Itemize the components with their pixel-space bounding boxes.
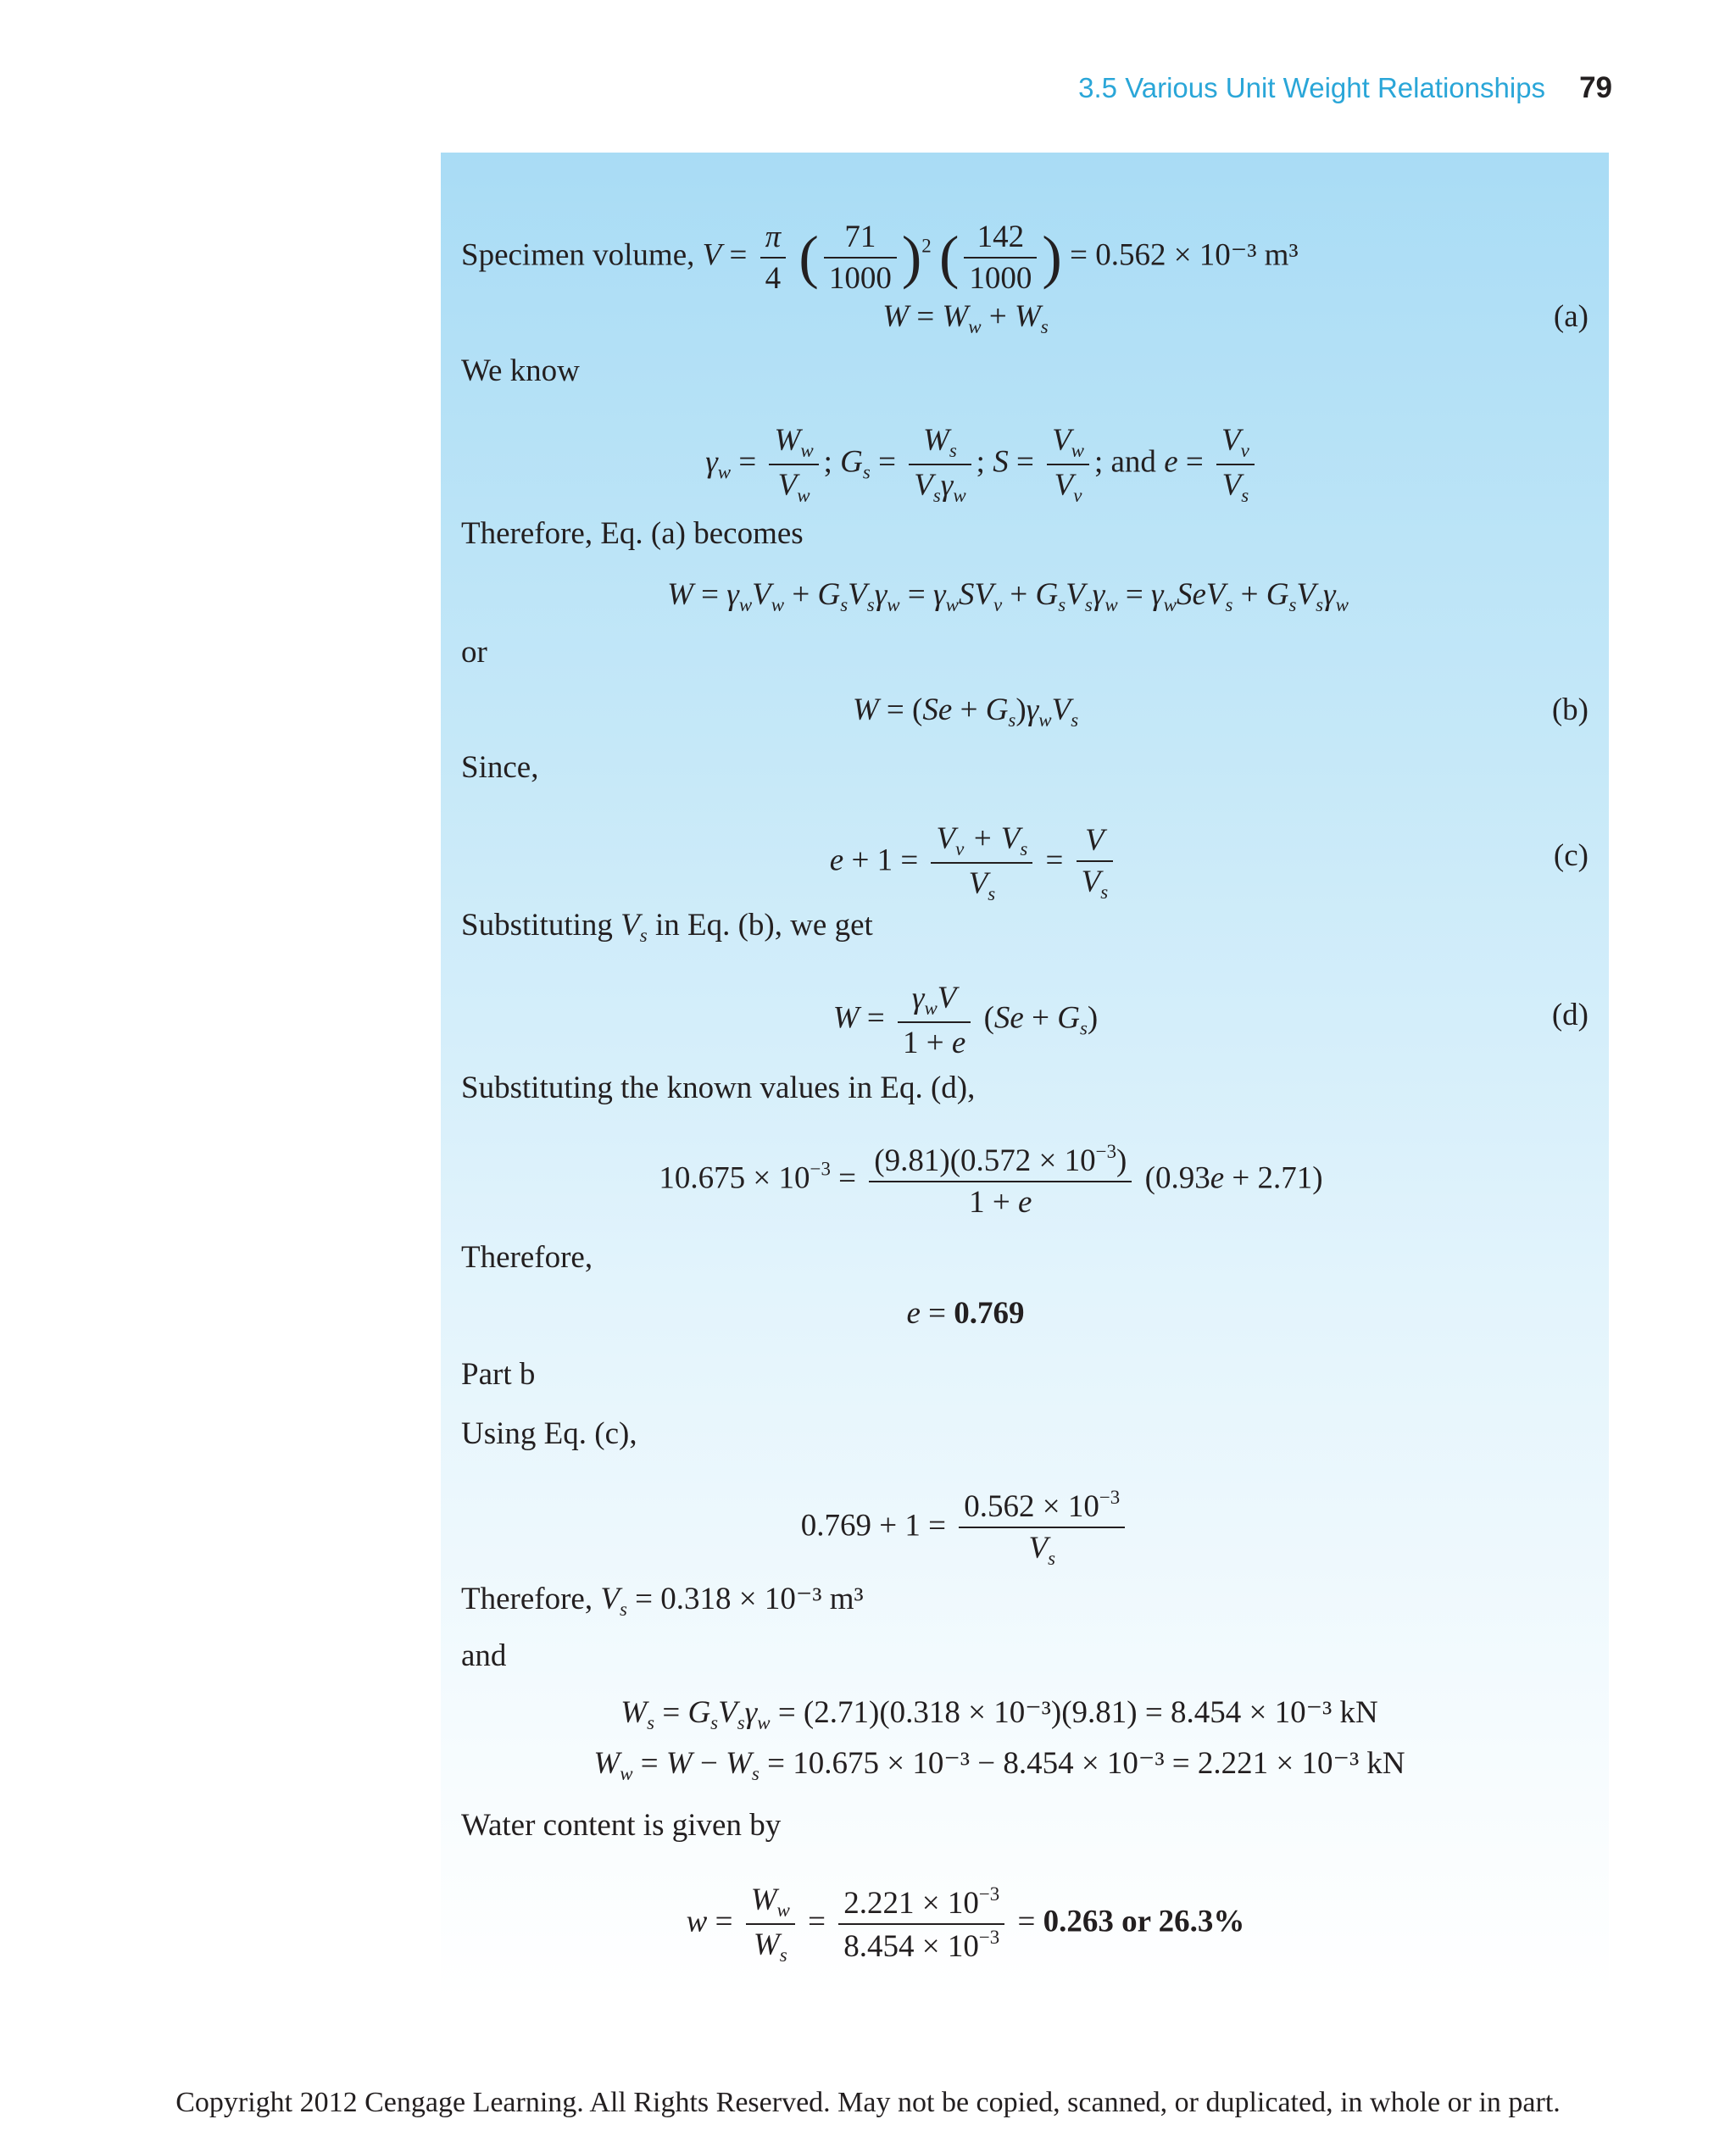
- therefore-vs-label: Therefore,: [461, 1582, 593, 1616]
- section-title: 3.5 Various Unit Weight Relationships: [1078, 72, 1546, 103]
- substitute-vs-suffix: in Eq. (b), we get: [654, 908, 873, 943]
- water-content-label-line: [441, 1807, 1609, 1858]
- definitions-equation: $\gamma_w$ = $\frac{W_w}{V_w}$ ; $G_s$ = $\frac{W_s}{V_s\gamma_w}$ ; S = $\frac{V_w}{V_v}$ ; and e = $\frac{V_v}{V_s}$: [398, 422, 1566, 507]
- eq-c: e + 1 = $\frac{V_v + V_s}{V_s}$ = $\frac{V}{V_s}$: [390, 820, 1558, 905]
- using-c-text: Using Eq. (c),: [461, 1416, 637, 1451]
- ws-calculation: $W_s = G_sV_s\gamma_w = (2.71)(0.318 \times 10^{-3})(9.81) = 8.454 \times 10^{-3}$ kN: [620, 1695, 1378, 1734]
- eq-c-line: [441, 805, 1609, 905]
- ww-calculation-value: = 10.675 × 10⁻³ − 8.454 × 10⁻³ = 2.221 × 10⁻³ kN: [767, 1746, 1405, 1781]
- page-number: 79: [1579, 71, 1612, 104]
- void-ratio-result-line: [441, 1295, 1609, 1346]
- specimen-volume-line: [441, 188, 1609, 296]
- numeric-substitution-equation: $10.675 \times 10^{-3}$ = $\frac{(9.81)(0.572 \times 10^{-3})}{1 + e}$ (0.93e + 2.71): [659, 1141, 1323, 1220]
- using-c-line: [441, 1416, 1609, 1466]
- expanded-weight-line: [441, 576, 1609, 627]
- ww-calculation-line: [441, 1744, 1609, 1795]
- ww-calculation: $W_w = W - W_s = 10.675 \times 10^{-3} - 8.454 \times 10^{-3} = 2.221 \times 10^{-3}$ kN: [593, 1746, 1405, 1785]
- copyright-footer: Copyright 2012 Cengage Learning. All Rights Reserved. May not be copied, scanned, or duplicated, in whole or in part.: [175, 2087, 1561, 2118]
- example-solution-panel: [441, 153, 1609, 2000]
- we-know-text: We know: [461, 353, 580, 388]
- eq-b: $W = (Se + G_s)\gamma_wV_s$: [852, 692, 1079, 731]
- water-content-line: [441, 1865, 1609, 1966]
- eq-d-tag: (d): [1551, 998, 1589, 1032]
- and-line: [441, 1638, 1609, 1688]
- therefore-a-line: [441, 515, 1609, 566]
- eq-d-line: [441, 965, 1609, 1061]
- eq-b-line: [441, 692, 1609, 743]
- ws-calculation-value: = (2.71)(0.318 × 10⁻³)(9.81) = 8.454 × 10⁻³ kN: [777, 1695, 1378, 1730]
- part-b-label: Part b: [461, 1357, 536, 1392]
- therefore-a-text: Therefore, Eq. (a) becomes: [461, 516, 804, 551]
- therefore-e-text: Therefore,: [461, 1240, 593, 1275]
- therefore-vs-line: [441, 1580, 1609, 1631]
- definitions-line: [441, 407, 1609, 507]
- specimen-volume-equation: Specimen volume, V = $\frac{\pi}{4}$ ( $\frac{71}{1000}$ )$^2$ ( $\frac{142}{1000}$ ) = 0.562 × 10⁻³ m³: [461, 220, 1299, 296]
- specimen-label: Specimen volume,: [461, 237, 695, 273]
- eq-c-tag: (c): [1553, 838, 1589, 873]
- vs-result: = 0.318 × 10⁻³ m³: [635, 1582, 864, 1616]
- expanded-weight-equation: $W = \gamma_wV_w + G_sV_s\gamma_w = \gamma_wSV_v + G_sV_s\gamma_w = \gamma_wSeV_s + G_sV_s\gamma_w$: [667, 577, 1349, 616]
- substitute-vs-text: Substituting $V_s$ in Eq. (b), we get: [461, 908, 873, 947]
- water-content-label: Water content is given by: [461, 1808, 782, 1843]
- since-line: [441, 749, 1609, 800]
- eq-b-tag: (b): [1551, 692, 1589, 727]
- substitute-known-line: [441, 1070, 1609, 1121]
- substitute-vs-prefix: Substituting: [461, 908, 613, 943]
- specimen-result: = 0.562 × 10⁻³ m³: [1070, 237, 1299, 273]
- vs-equation: 0.769 + 1 = $\frac{0.562 \times 10^{-3}}{V_s}$: [381, 1487, 1550, 1570]
- water-content-equation: w = $\frac{W_w}{W_s}$ = $\frac{2.221 \times 10^{-3}}{8.454 \times 10^{-3}}$ = 0.263 or 26.3%: [686, 1883, 1245, 1966]
- ws-calculation-line: [441, 1694, 1609, 1744]
- eq-a-tag: (a): [1553, 299, 1589, 334]
- void-ratio-result: e = 0.769: [906, 1296, 1025, 1331]
- part-b-line: [441, 1356, 1609, 1407]
- and-text: and: [461, 1638, 507, 1673]
- eq-a: $W = W_w + W_s$: [882, 299, 1049, 338]
- or-line: [441, 634, 1609, 685]
- running-header: [1078, 71, 1612, 105]
- substitute-known-text: Substituting the known values in Eq. (d),: [461, 1071, 976, 1105]
- therefore-e-line: [441, 1239, 1609, 1290]
- void-ratio-value: 0.769: [954, 1296, 1025, 1331]
- substitute-vs-line: [441, 907, 1609, 958]
- or-text: or: [461, 635, 487, 670]
- since-text: Since,: [461, 750, 539, 785]
- water-content-result: 0.263 or 26.3%: [1043, 1904, 1245, 1939]
- eq-a-line: [441, 298, 1609, 349]
- therefore-vs-text: Therefore, $V_s = 0.318 \times 10^{-3}$ m³: [461, 1582, 864, 1621]
- we-know-line: [441, 353, 1609, 403]
- vs-equation-line: [441, 1471, 1609, 1569]
- numeric-substitution-line: [441, 1126, 1609, 1219]
- eq-d: W = $\frac{\gamma_wV}{1 + e}$ $(Se + G_s)$: [832, 981, 1099, 1061]
